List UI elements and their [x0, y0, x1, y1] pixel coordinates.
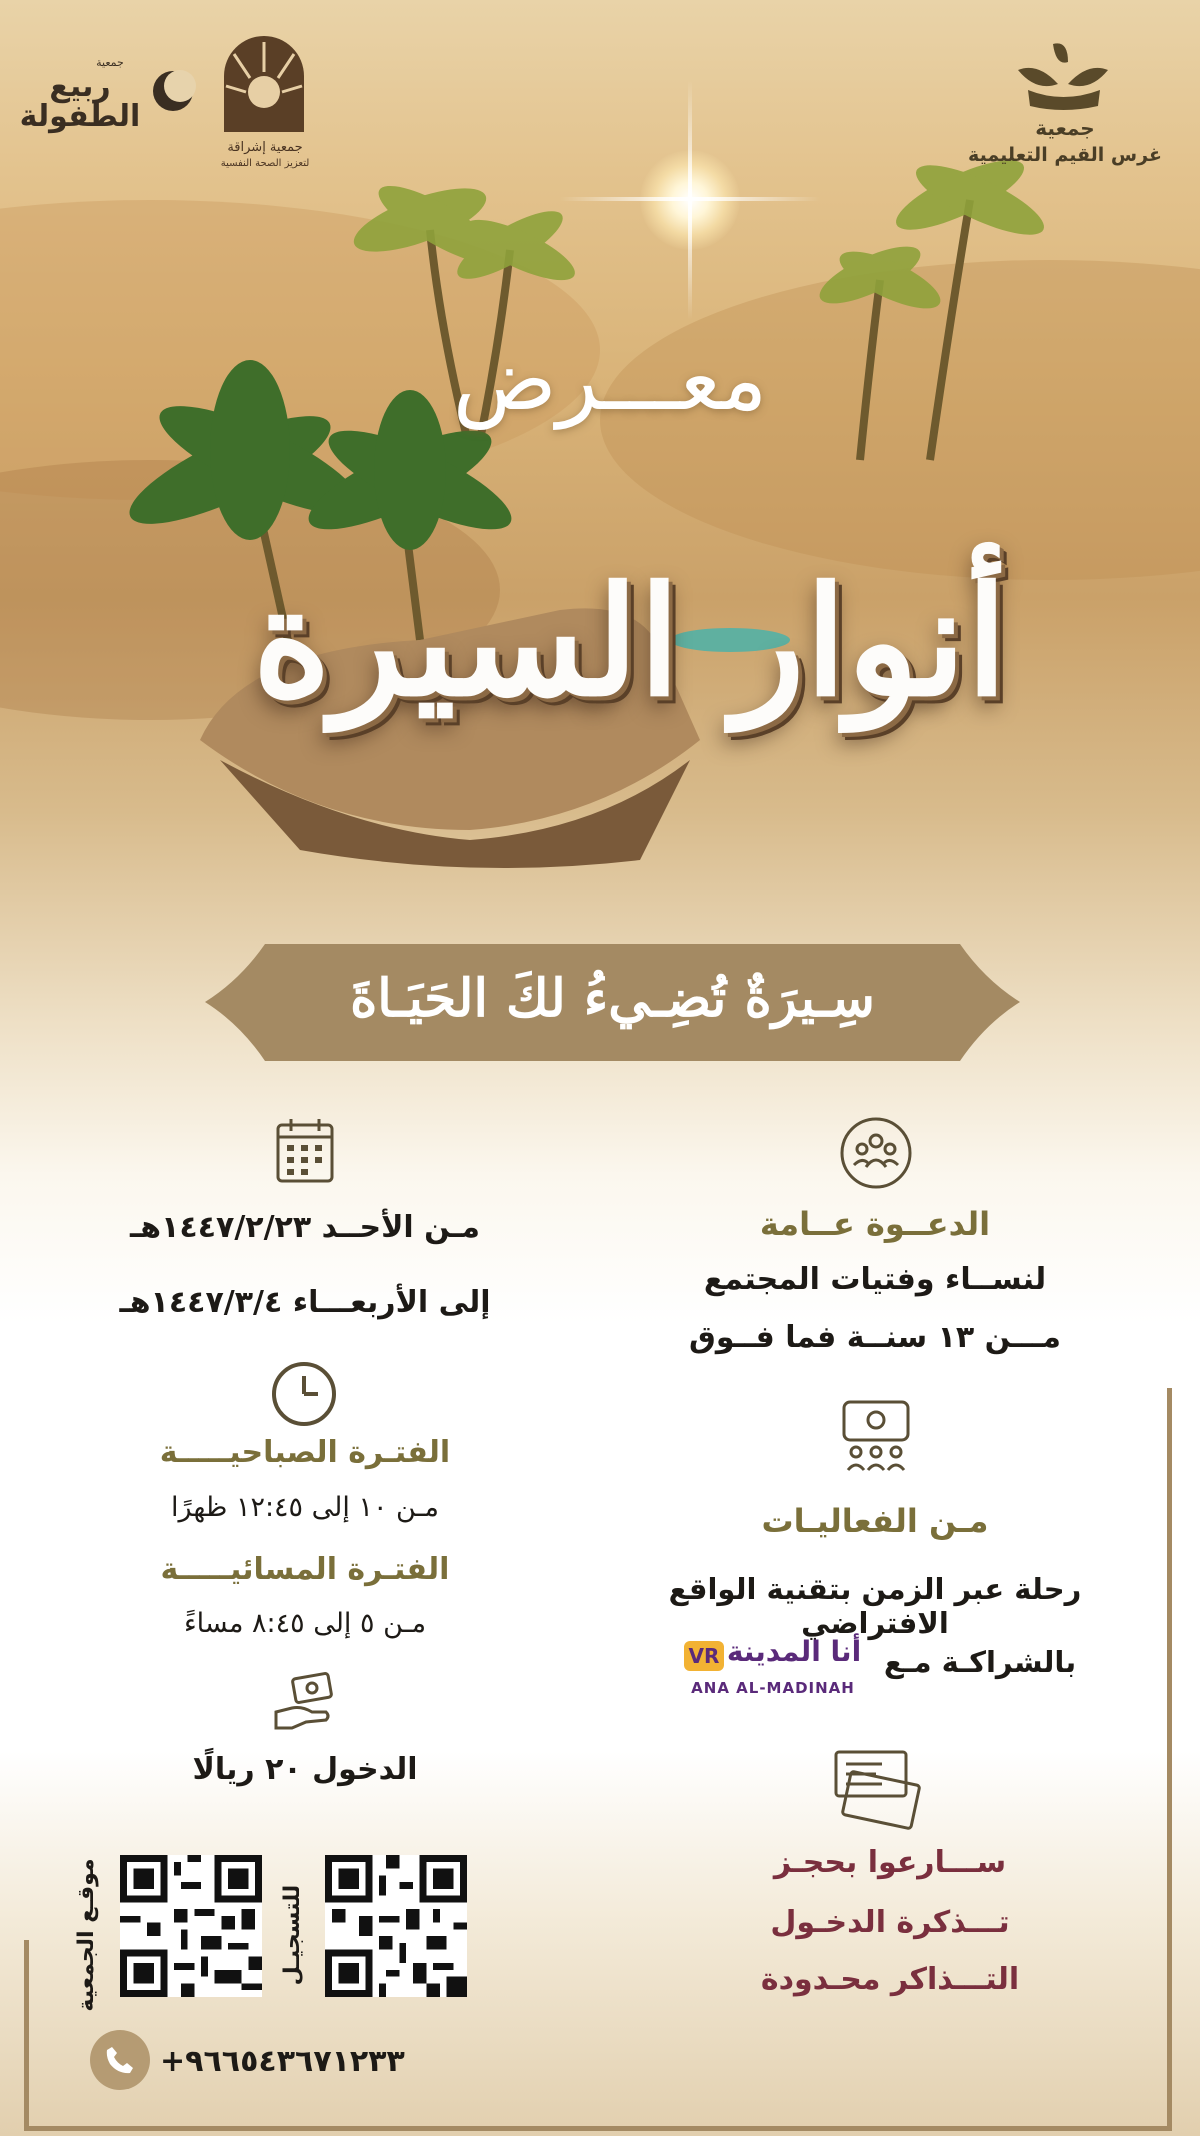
org-ishraqa-line2: لتعزيز الصحة النفسية: [220, 158, 310, 169]
tagline: سِـيرَةٌ تُضِـيءُ لكَ الحَيَـاةَ: [350, 968, 875, 1029]
org-ishraqa-line1: جمعية إشراقة: [227, 140, 303, 155]
org-ishraqa-logo: [200, 32, 330, 182]
entry-fee: [110, 1752, 500, 1787]
ticket-icon: [832, 1748, 922, 1830]
partner-prefix: بالشراكـة مـع: [883, 1645, 1077, 1679]
people-circle-icon: [838, 1115, 914, 1191]
evening-heading: الفتـرة المسائيـــــة: [160, 1552, 450, 1587]
org-ghars-line2: غرس القيم التعليمية: [968, 144, 1162, 166]
cta-line3: التـــذاكر محـدودة: [760, 1962, 1020, 1997]
entry-amount: ٢٠: [265, 1752, 302, 1787]
cta-line1: ســـارعوا بحجـز: [773, 1845, 1007, 1880]
ideas-group-icon: [838, 1398, 914, 1474]
date-from: مـن الأحــد ١٤٤٧/٢/٢٣هـ: [130, 1210, 480, 1245]
date-to: إلى الأربعـــاء ١٤٤٧/٣/٤هـ: [119, 1285, 491, 1320]
calendar-icon: [275, 1115, 335, 1185]
partner-logo: [682, 1635, 864, 1703]
sunrise-window-icon: [220, 32, 308, 134]
morning-time: مـن ١٠ إلى ١٢:٤٥ ظهرًا: [171, 1492, 439, 1523]
entry-suffix: ريالًا: [192, 1752, 255, 1787]
invitation-heading: الدعــوة عــامة: [759, 1205, 991, 1243]
exhibition-title: أنوار السيرة: [252, 554, 1008, 730]
qr-code-website[interactable]: [120, 1855, 262, 1997]
cta-line2: تـــذكرة الدخـول: [770, 1905, 1010, 1940]
phone-button[interactable]: [90, 2030, 150, 2090]
activities-line1: رحلة عبر الزمن بتقنية الواقع الافتراضي: [668, 1572, 1082, 1640]
invitation-line2: مـــن ١٣ سنــة فما فــوق: [689, 1320, 1061, 1355]
org-ghars-line1: جمعية: [1035, 116, 1095, 140]
crescent-icon: [150, 68, 196, 114]
phone-number[interactable]: +٩٦٦٥٤٣٦٧١٢٣٣: [160, 2044, 405, 2079]
activities-heading: مـن الفعاليـات: [761, 1502, 989, 1540]
qr-register-label: للتسجيـل: [280, 1884, 305, 1986]
entry-prefix: الدخول: [312, 1752, 418, 1787]
qr-website-label: موقـع الجمعية: [74, 1858, 99, 2012]
right-column-border: [1167, 1388, 1172, 2128]
org-rabi-line1: جمعية: [96, 56, 124, 69]
phone-icon: [104, 2044, 136, 2076]
exhibition-label: معـــرض: [452, 330, 768, 430]
morning-heading: الفتـرة الصباحيـــــة: [159, 1435, 451, 1470]
qr-code-register[interactable]: [325, 1855, 467, 1997]
org-ghars-logo: [960, 40, 1170, 170]
clock-icon: [270, 1360, 338, 1428]
org-rabi-logo: [10, 56, 200, 146]
partner-name: أنا المدينة: [726, 1635, 862, 1668]
evening-time: مـن ٥ إلى ٨:٤٥ مساءً: [183, 1608, 427, 1639]
sprout-icon: [1008, 40, 1118, 112]
bottom-border: [24, 2126, 1172, 2131]
org-rabi-line2: ربيع الطفولة: [19, 69, 141, 134]
left-border: [24, 1940, 29, 2130]
partner-vr-badge: VR: [684, 1641, 724, 1671]
cash-hand-icon: [272, 1672, 336, 1734]
invitation-line1: لنســاء وفتيات المجتمع: [703, 1262, 1047, 1297]
partner-latin: ANA AL-MADINAH: [691, 1679, 855, 1697]
